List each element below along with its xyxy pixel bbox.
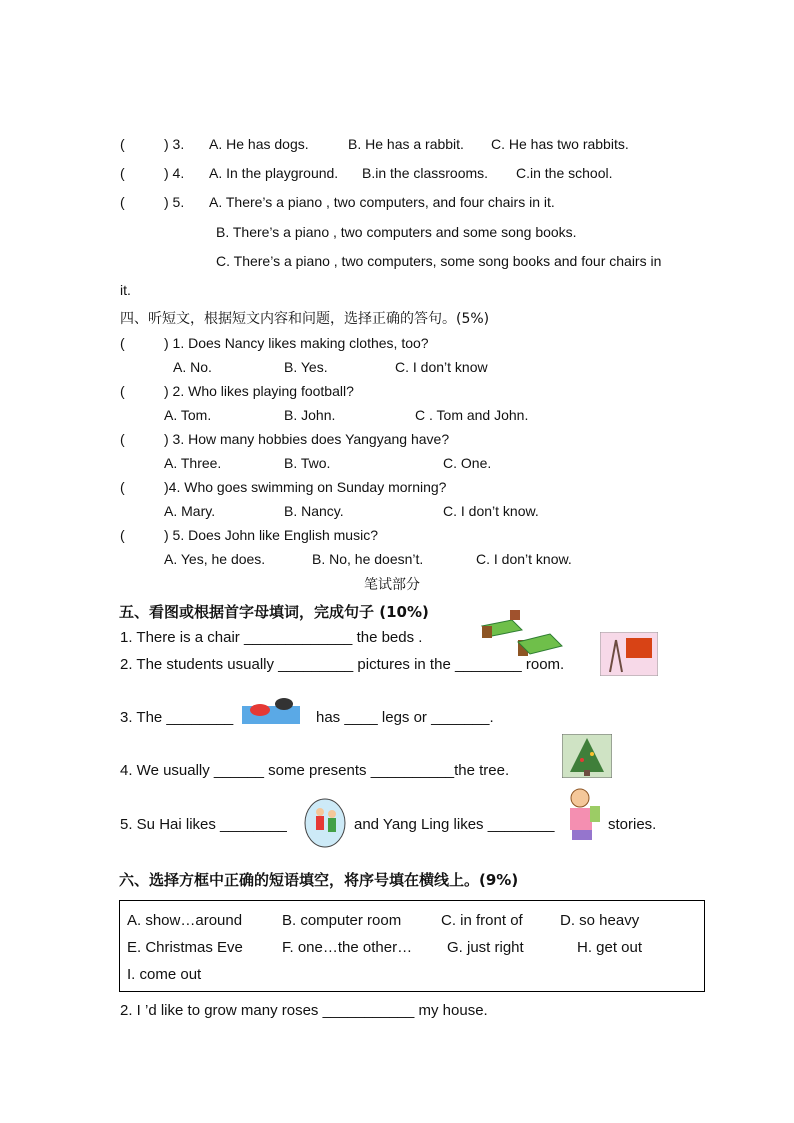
part6-heading: 六、选择方框中正确的短语填空，将序号填在横线上。(9%) [119,871,519,889]
p4-q2-paren: ( [120,383,125,399]
p4-q5-option-a: A. Yes, he does. [164,551,266,567]
beds-picture [478,606,566,662]
q5-option-c: C. There’s a piano , two computers, some song books and four chairs in [216,253,662,269]
p4-q3-option-b: B. Two. [284,455,331,471]
phrase-option-e: E. Christmas Eve [127,939,243,956]
p4-q4-option-a: A. Mary. [164,503,216,519]
q4-number: ) 4. [164,165,185,181]
p5-sentence-5a: 5. Su Hai likes ________ [120,816,287,833]
dancing-picture [302,798,348,848]
reading-picture [562,786,604,842]
goldfish-picture [242,692,300,724]
p4-q1-question: ) 1. Does Nancy likes making clothes, too? [164,335,429,351]
p4-q1-option-a: A. No. [173,359,212,375]
p4-q1-paren: ( [120,335,125,351]
q3-number: ) 3. [164,136,185,152]
q5-number: ) 5. [164,194,185,210]
p4-q4-option-c: C. I don’t know. [443,503,539,519]
phrase-option-i: I. come out [127,966,202,983]
written-section-title: 笔试部分 [364,577,420,593]
p4-q2-option-b: B. John. [284,407,336,423]
p4-q5-paren: ( [120,527,125,543]
q4-option-b: B.in the classrooms. [362,165,489,181]
p5-sentence-2: 2. The students usually _________ pictures in the ________ room. [120,656,565,673]
phrase-option-d: D. so heavy [560,912,640,929]
p4-q5-question: ) 5. Does John like English music? [164,527,378,543]
p5-sentence-5c: stories. [608,816,657,833]
p4-q4-question: )4. Who goes swimming on Sunday morning? [164,479,447,495]
q3-option-b: B. He has a rabbit. [348,136,464,152]
christmas-tree-picture [562,734,612,778]
p4-q2-question: ) 2. Who likes playing football? [164,383,354,399]
p5-sentence-3b: has ____ legs or _______. [316,709,494,726]
q5-option-a: A. There’s a piano , two computers, and four chairs in it. [209,194,555,210]
p4-q3-paren: ( [120,431,125,447]
q3-option-c: C. He has two rabbits. [491,136,629,152]
q3-paren: ( [120,136,125,152]
phrase-option-g: G. just right [447,939,524,956]
p4-q3-option-c: C. One. [443,455,492,471]
p4-q4-option-b: B. Nancy. [284,503,344,519]
q3-option-a: A. He has dogs. [209,136,309,152]
p5-sentence-3a: 3. The ________ [120,709,234,726]
p4-q1-option-b: B. Yes. [284,359,328,375]
p4-q4-paren: ( [120,479,125,495]
p5-sentence-4: 4. We usually ______ some presents __________the tree. [120,762,510,779]
phrase-option-a: A. show…around [127,912,243,929]
q4-option-a: A. In the playground. [209,165,339,181]
q5-option-c-wrap: it. [120,282,131,298]
q4-paren: ( [120,165,125,181]
part5-heading: 五、看图或根据首字母填词，完成句子 (10%) [119,603,429,621]
q4-option-c: C.in the school. [516,165,613,181]
p4-q1-option-c: C. I don’t know [395,359,488,375]
phrase-option-c: C. in front of [441,912,523,929]
p6-question-2: 2. I ’d like to grow many roses ___________ my house. [120,1002,488,1019]
q5-option-b: B. There’s a piano , two computers and some song books. [216,224,577,240]
phrase-option-f: F. one…the other… [282,939,413,956]
p4-q5-option-c: C. I don’t know. [476,551,572,567]
p4-q2-option-a: A. Tom. [164,407,212,423]
p4-q2-option-c: C . Tom and John. [415,407,529,423]
p4-q3-option-a: A. Three. [164,455,222,471]
p5-sentence-5b: and Yang Ling likes ________ [354,816,555,833]
q5-paren: ( [120,194,125,210]
p4-q5-option-b: B. No, he doesn’t. [312,551,424,567]
phrase-option-h: H. get out [577,939,643,956]
p4-q3-question: ) 3. How many hobbies does Yangyang have? [164,431,450,447]
p5-sentence-1: 1. There is a chair _____________ the beds . [120,629,423,646]
phrase-option-b: B. computer room [282,912,402,929]
art-room-picture [600,632,658,676]
part4-heading: 四、听短文，根据短文内容和问题，选择正确的答句。(5%) [120,311,490,327]
